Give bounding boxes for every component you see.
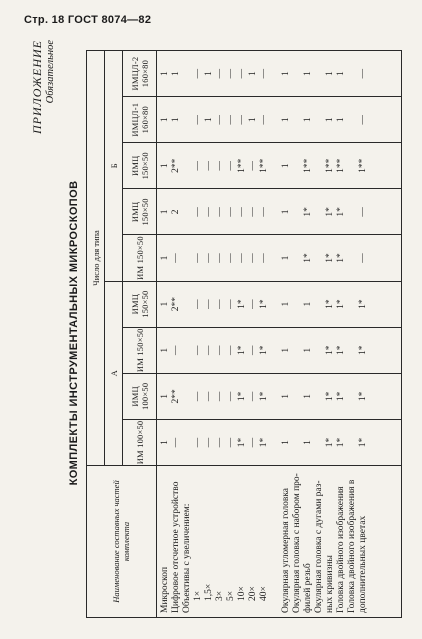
quantity-cell: — xyxy=(204,391,214,402)
quantity-cell: 1 xyxy=(248,117,258,123)
quantity-cell: — xyxy=(226,299,236,309)
value-column xyxy=(157,373,402,419)
quantity-cell: 1* xyxy=(303,207,313,217)
appendix-subtitle: Обязательное xyxy=(45,40,56,104)
quantity-cell: — xyxy=(215,161,225,171)
quantity-cell: 1* xyxy=(237,391,247,402)
quantity-cell: 1* xyxy=(237,345,247,355)
column-header: ИМЦ 150×50 xyxy=(123,143,157,189)
quantity-cell: — xyxy=(215,253,225,263)
quantity-cell: 1* xyxy=(358,299,368,309)
quantity-cell: — xyxy=(248,391,258,402)
quantity-cell: 1* xyxy=(259,345,269,355)
quantity-cell: 1 xyxy=(336,117,346,123)
quantity-cell: 1 xyxy=(160,347,170,353)
quantity-cell: — xyxy=(226,207,236,217)
quantity-cell xyxy=(270,51,281,96)
quantity-cell: — xyxy=(237,114,247,125)
component-name: Микроскоп xyxy=(160,566,170,613)
quantity-cell xyxy=(182,328,193,373)
quantity-cell xyxy=(182,235,193,280)
quantity-cell: 1* xyxy=(325,207,335,217)
component-name: ных кривизны xyxy=(325,555,335,613)
quantity-cell: — xyxy=(358,114,368,125)
quantity-cell xyxy=(270,189,281,234)
column-header: ИМ 100×50 xyxy=(123,419,157,465)
quantity-cell: 1 xyxy=(281,255,291,261)
quantity-cell: — xyxy=(248,299,258,309)
quantity-cell xyxy=(314,282,325,327)
quantity-cell: 1 xyxy=(303,117,313,123)
appendix-label xyxy=(30,40,56,134)
quantity-cell xyxy=(347,235,358,280)
quantity-cell: — xyxy=(171,437,181,448)
quantity-cell: 1** xyxy=(303,158,313,173)
quantity-cell xyxy=(347,420,358,465)
quantity-cell xyxy=(292,189,303,234)
quantity-cell: — xyxy=(226,391,236,402)
quantity-cell xyxy=(292,97,303,142)
quantity-cell: — xyxy=(259,114,269,125)
quantity-cell: — xyxy=(215,299,225,309)
quantity-cell: — xyxy=(215,437,225,448)
quantity-cell: 1 xyxy=(204,117,214,123)
quantity-cell: — xyxy=(193,345,203,355)
quantity-cell: 1 xyxy=(160,71,170,76)
quantity-cell: — xyxy=(204,437,214,448)
quantity-cell: 1 xyxy=(160,440,170,445)
quantity-cell: — xyxy=(248,161,258,171)
quantity-cell: 1* xyxy=(325,253,335,263)
quantity-cell: 1 xyxy=(303,393,313,399)
quantity-cell xyxy=(292,235,303,280)
component-name: филей резьб xyxy=(303,563,313,613)
quantity-cell: — xyxy=(215,391,225,402)
quantity-cell: 1* xyxy=(237,437,247,448)
quantity-cell: 1* xyxy=(336,299,346,309)
quantity-cell xyxy=(270,374,281,419)
quantity-cell: — xyxy=(358,253,368,263)
quantity-cell: — xyxy=(215,345,225,355)
quantity-cell xyxy=(182,143,193,188)
value-column xyxy=(157,143,402,189)
quantity-cell: 1* xyxy=(336,207,346,217)
kits-table xyxy=(86,50,402,618)
quantity-cell: 1* xyxy=(358,345,368,355)
quantity-cell xyxy=(270,143,281,188)
quantity-cell: — xyxy=(171,345,181,355)
quantity-cell xyxy=(314,420,325,465)
quantity-cell: 2** xyxy=(171,297,181,312)
value-column xyxy=(157,419,402,465)
quantity-cell: — xyxy=(226,253,236,263)
quantity-cell: 1 xyxy=(325,117,335,123)
quantity-cell: — xyxy=(226,161,236,171)
quantity-cell: 1* xyxy=(259,299,269,309)
quantity-cell: 1* xyxy=(259,391,269,402)
column-header: ИМЦЛ-1 160×80 xyxy=(123,97,157,143)
quantity-cell: — xyxy=(248,207,258,217)
quantity-cell: 1 xyxy=(303,347,313,353)
quantity-cell xyxy=(182,189,193,234)
quantity-cell xyxy=(347,374,358,419)
quantity-cell: 1 xyxy=(160,393,170,399)
component-name: Объективы с увеличением: xyxy=(182,503,192,613)
quantity-cell: 1* xyxy=(303,253,313,263)
quantity-cell: 1** xyxy=(237,158,247,173)
component-name: 10× xyxy=(237,586,247,601)
quantity-cell: 1* xyxy=(358,391,368,402)
count-header: Число для типа xyxy=(87,51,105,466)
quantity-cell xyxy=(314,235,325,280)
quantity-cell: 1 xyxy=(325,71,335,76)
quantity-cell: 1 xyxy=(160,163,170,169)
component-name: Окулярная головка с дугами раз- xyxy=(314,480,324,613)
quantity-cell: 1 xyxy=(160,301,170,307)
quantity-cell: 1 xyxy=(281,347,291,353)
column-header: ИМЦ 100×50 xyxy=(123,373,157,419)
column-header: ИМ 150×50 xyxy=(123,235,157,281)
quantity-cell: 1 xyxy=(248,71,258,76)
component-name: дополнительных цветах xyxy=(358,515,368,613)
quantity-cell: 1 xyxy=(281,163,291,169)
quantity-cell: 1** xyxy=(336,158,346,173)
quantity-cell: 1 xyxy=(160,209,170,215)
quantity-cell xyxy=(347,189,358,234)
quantity-cell: — xyxy=(226,68,236,79)
quantity-cell: 1* xyxy=(358,437,368,448)
column-header: ИМЦ 150×50 xyxy=(123,189,157,235)
quantity-cell xyxy=(182,374,193,419)
quantity-cell: 1 xyxy=(281,301,291,307)
quantity-cell xyxy=(347,51,358,96)
quantity-cell xyxy=(292,374,303,419)
quantity-cell: — xyxy=(259,68,269,79)
component-name: 3× xyxy=(215,590,225,601)
quantity-cell: 1* xyxy=(336,437,346,448)
quantity-cell xyxy=(314,189,325,234)
group-b-header: Б xyxy=(105,51,123,282)
quantity-cell: — xyxy=(358,68,368,79)
quantity-cell: — xyxy=(215,114,225,125)
quantity-cell xyxy=(347,97,358,142)
quantity-cell xyxy=(182,282,193,327)
quantity-cell: — xyxy=(226,437,236,448)
quantity-cell: 1 xyxy=(281,440,291,445)
quantity-cell xyxy=(347,328,358,373)
quantity-cell: 1 xyxy=(303,301,313,307)
quantity-cell xyxy=(270,235,281,280)
component-name: Окулярная головка с набором про- xyxy=(292,473,302,613)
quantity-cell xyxy=(347,143,358,188)
group-a-header: А xyxy=(105,281,123,465)
quantity-cell xyxy=(182,420,193,465)
quantity-cell xyxy=(292,143,303,188)
quantity-cell: 1* xyxy=(336,345,346,355)
component-name: Цифровое отсчетное устройство xyxy=(171,481,181,613)
quantity-cell: — xyxy=(204,161,214,171)
quantity-cell: 1 xyxy=(303,71,313,76)
quantity-cell: — xyxy=(204,253,214,263)
quantity-cell xyxy=(292,51,303,96)
quantity-cell: — xyxy=(248,253,258,263)
component-name: 1,5× xyxy=(204,583,214,601)
quantity-cell xyxy=(182,51,193,96)
quantity-cell: — xyxy=(259,253,269,263)
quantity-cell: 2** xyxy=(171,158,181,173)
quantity-cell: 1 xyxy=(281,71,291,76)
quantity-cell: — xyxy=(193,299,203,309)
quantity-cell: 1* xyxy=(325,391,335,402)
quantity-cell: — xyxy=(204,345,214,355)
quantity-cell: 1 xyxy=(336,71,346,76)
row-spacer xyxy=(270,470,281,613)
quantity-cell: — xyxy=(204,207,214,217)
quantity-cell: 2** xyxy=(171,389,181,404)
quantity-cell: 1 xyxy=(204,71,214,76)
quantity-cell: — xyxy=(193,391,203,402)
component-name: Головка двойного изображения в xyxy=(347,479,357,613)
quantity-cell: 1 xyxy=(160,117,170,123)
quantity-cell xyxy=(270,420,281,465)
quantity-cell: — xyxy=(193,253,203,263)
quantity-cell: 1** xyxy=(259,158,269,173)
component-name: 1× xyxy=(193,590,203,601)
value-column xyxy=(157,281,402,327)
component-names-cell xyxy=(157,466,402,618)
quantity-cell: — xyxy=(226,345,236,355)
quantity-cell xyxy=(314,143,325,188)
quantity-cell xyxy=(314,97,325,142)
column-header: ИМЦ 150×50 xyxy=(123,281,157,327)
quantity-cell xyxy=(314,51,325,96)
quantity-cell: 1* xyxy=(336,253,346,263)
name-column-header: Наименование составных частей комплекта xyxy=(87,466,157,618)
quantity-cell: 1** xyxy=(325,158,335,173)
quantity-cell: 1 xyxy=(171,117,181,123)
quantity-cell: 1* xyxy=(325,437,335,448)
component-name: 20× xyxy=(248,586,258,601)
quantity-cell: — xyxy=(248,345,258,355)
quantity-cell: — xyxy=(215,207,225,217)
quantity-cell xyxy=(182,97,193,142)
quantity-cell: 2 xyxy=(171,209,181,215)
quantity-cell: — xyxy=(193,437,203,448)
quantity-cell: — xyxy=(204,299,214,309)
quantity-cell: — xyxy=(193,68,203,79)
value-column xyxy=(157,97,402,143)
component-name: Окулярная угломерная головка xyxy=(281,487,291,613)
quantity-cell: 1* xyxy=(336,391,346,402)
quantity-cell: 1* xyxy=(325,299,335,309)
value-column xyxy=(157,189,402,235)
quantity-cell xyxy=(347,282,358,327)
component-name: 5× xyxy=(226,590,236,601)
quantity-cell: — xyxy=(248,437,258,448)
quantity-cell: — xyxy=(193,161,203,171)
quantity-cell: 1 xyxy=(281,393,291,399)
quantity-cell: 1 xyxy=(171,71,181,76)
rotated-page-content xyxy=(26,40,406,618)
quantity-cell: 1** xyxy=(358,158,368,173)
quantity-cell: 1* xyxy=(325,345,335,355)
component-name: Головка двойного изображения xyxy=(336,486,346,613)
appendix-title: ПРИЛОЖЕНИЕ xyxy=(30,40,44,134)
quantity-cell: — xyxy=(237,253,247,263)
quantity-cell xyxy=(292,328,303,373)
quantity-cell xyxy=(314,374,325,419)
quantity-cell: 1* xyxy=(237,299,247,309)
column-header: ИМ 150×50 xyxy=(123,327,157,373)
column-header: ИМЦЛ-2 160×80 xyxy=(123,51,157,97)
quantity-cell: 1 xyxy=(281,209,291,215)
quantity-cell xyxy=(292,420,303,465)
quantity-cell xyxy=(270,97,281,142)
value-column xyxy=(157,327,402,373)
quantity-cell: 1 xyxy=(281,117,291,123)
quantity-cell: — xyxy=(193,207,203,217)
quantity-cell xyxy=(292,282,303,327)
component-name: 40× xyxy=(259,586,269,601)
quantity-cell: — xyxy=(193,114,203,125)
table-title: КОМПЛЕКТЫ ИНСТРУМЕНТАЛЬНЫХ МИКРОСКОПОВ xyxy=(68,180,80,486)
quantity-cell: 1* xyxy=(259,437,269,448)
quantity-cell: 1 xyxy=(160,255,170,261)
quantity-cell: — xyxy=(237,68,247,79)
quantity-cell xyxy=(270,282,281,327)
quantity-cell: — xyxy=(171,253,181,263)
page-header: Стр. 18 ГОСТ 8074—82 xyxy=(24,14,152,26)
value-column xyxy=(157,51,402,97)
quantity-cell: — xyxy=(215,68,225,79)
quantity-cell: — xyxy=(226,114,236,125)
quantity-cell: 1 xyxy=(303,440,313,445)
quantity-cell xyxy=(270,328,281,373)
value-column xyxy=(157,235,402,281)
quantity-cell xyxy=(314,328,325,373)
quantity-cell: — xyxy=(358,207,368,217)
quantity-cell: — xyxy=(259,207,269,217)
quantity-cell: — xyxy=(237,207,247,217)
